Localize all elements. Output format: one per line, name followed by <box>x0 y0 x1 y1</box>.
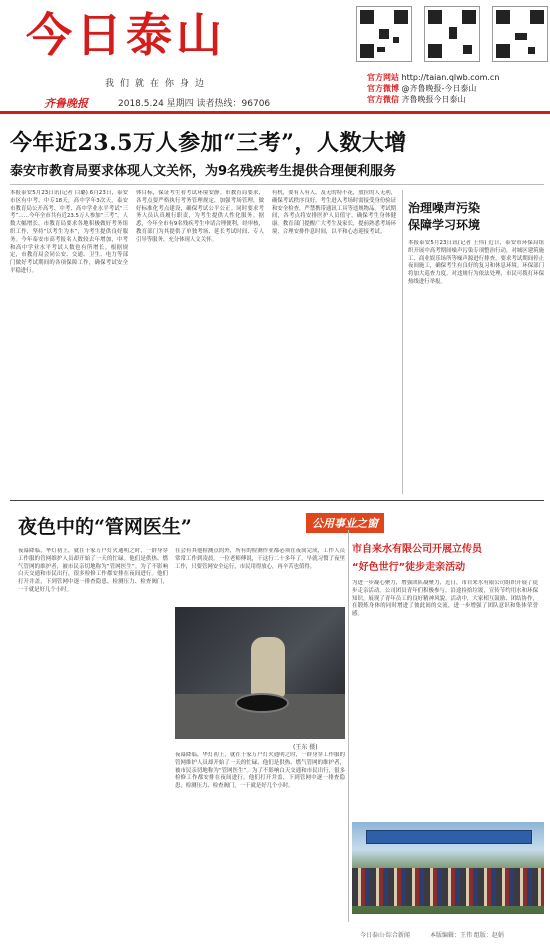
header-rule <box>0 111 550 114</box>
lead-column-3: 有机，要有人有人，及无的特不花，放拉的人无利，确保考试秩序良好。考生进入考场时需接受身份验证和安全检查，严禁携带通讯工具等违规物品。考试期间，各考点将安排医护人员值守，确保考生身体健康。教育部门提醒广大考生及家长，提前熟悉考场环境，合理安排作息时间，以平和心态迎接考试。 <box>272 190 396 235</box>
feature-column-2: 在会有其他检测点的外，所有的检测作业都必须在夜间完成，工作人员常常工作到凌晨。一位老师傅说，干这行二十多年了，早就习惯了夜里工作，只要管网安全运行，市民用得放心，再辛苦也值得。 <box>175 548 345 570</box>
divider <box>402 190 403 494</box>
lead-headline: 今年近23.5万人参加“三考”，人数大增 <box>10 130 407 156</box>
group-photo <box>352 822 544 914</box>
official-channels <box>367 72 499 105</box>
footer-editor: 本版编辑：王伟 组版：赵娟 <box>430 932 504 939</box>
qr-code-icon <box>492 6 548 62</box>
divider <box>10 184 544 185</box>
lead-column-2: 体目标，保证考生看考试环境安静。市教育局要求，各考点要严格执行考务管理规定，加强考场管理，做好标准化考点建设，确保考试公平公正。同时要求考务人员认真履行职责，为考生提供人性化服务。据悉，今年全市有9名残疾考生申请合理便利，经审核，教育部门为其提供了单独考场、延长考试时间、专人引导等服务，充分体现人文关怀。 <box>136 190 264 243</box>
side-story-text: 本报泰安5月23日讯(记者 王伟) 近日，泰安市环保局组织开展中高考期间噪声污染专项整治行动，对城区建筑施工、商业娱乐场所等噪声源进行排查，要求考试期间停止夜间施工，确保考生有良好的复习和休息环境。环保部门将加大巡查力度，对违规行为依法处理，市民可拨打环保热线进行举报。 <box>408 240 544 285</box>
feature-column-1: 夜幕降临，华灯初上，就在千家万户灯火通明之时，一群身穿工作服的管网维护人员却开始了一天的忙碌。他们是供热、燃气管网的维护者，被市民亲切地称为“管网医生”。为了不影响白天交通和市民出行，很多检修工作都安排在夜间进行。他们打开井盖，下到管网中逐一排查隐患，检测压力、检查阀门，一干就是好几个小时。 <box>18 548 168 593</box>
third-story-text: 为进一步凝心聚力，增强团队凝聚力，近日，市自来水有限公司组织开展了徒步走亲活动。公司团员青年们积极参与，沿途捡拾垃圾，宣传节约用水和环保知识，展现了青年员工的良好精神风貌。活动中，大家相互鼓励、团结协作，在锻炼身体的同时增进了彼此间的交流，进一步增强了团队意识和集体荣誉感。 <box>352 580 538 618</box>
official-weibo[interactable]: 官方微博 @齐鲁晚报-今日泰山 <box>367 84 477 93</box>
qr-codes <box>356 6 546 76</box>
divider <box>10 500 544 501</box>
third-story-title: 市自来水有限公司开展立传员 “好色世行”徒步走亲活动 <box>352 544 482 573</box>
feature-column-2-cont: 夜幕降临，华灯初上，就在千家万户灯火通明之时，一群身穿工作服的管网维护人员却开始了一天的忙碌。他们是供热、燃气管网的维护者，被市民亲切地称为“管网医生”。为了不影响白天交通和市民出行，很多检修工作都安排在夜间进行。他们打开井盖，下到管网中逐一排查隐患，检测压力、检查阀门，一干就是好几个小时。 <box>175 752 345 790</box>
divider <box>348 530 349 922</box>
section-badge: 公用事业之窗 <box>306 513 384 533</box>
qr-code-icon <box>424 6 480 62</box>
feature-photo <box>175 607 345 739</box>
masthead <box>0 0 550 118</box>
issue-info: 2018.5.24 星期四 读者热线：96706 <box>118 99 271 109</box>
side-story-title: 治理噪声污染 保障学习环境 <box>408 201 481 232</box>
official-wechat[interactable]: 官方微信 齐鲁晚报今日泰山 <box>367 95 466 104</box>
official-website[interactable]: 官方网站 http://taian.qlwb.com.cn <box>367 73 500 82</box>
newspaper-logo: 今日泰山 <box>26 8 226 62</box>
paper-name: 齐鲁晚报 <box>44 97 88 110</box>
photo-credit: (王东 摄) <box>293 744 318 751</box>
slogan: 我们就在你身边 <box>105 79 211 89</box>
lead-column-1: 本报泰安5月23日讯(记者 白璐) 6月23日，泰安市区有中考、中专18天，高中学年3次天，泰安市教育局公开高考、中考、高中学业水平考试“三考”……今年全市共有近23.5万人参加“三考”，人数大幅增长。市教育局要求各地积极做好考务组织工作，坚持“以考生为本”，为考生提供良好服务。今年泰安市高考报名人数较去年增加，中考和高中学业水平考试人数也有所增长。根据规定，市教育局会同公安、交通、卫生、电力等部门做好考试期间的各项保障工作，确保考试安全平稳进行。 <box>10 190 128 274</box>
feature-title: 夜色中的“管网医生” <box>18 516 192 538</box>
qr-code-icon <box>356 6 412 62</box>
lead-subhead: 泰安市教育局要求体现人文关怀，为9名残疾考生提供合理便利服务 <box>10 164 397 179</box>
footer-section: 今日泰山·综合新闻 <box>360 932 410 939</box>
